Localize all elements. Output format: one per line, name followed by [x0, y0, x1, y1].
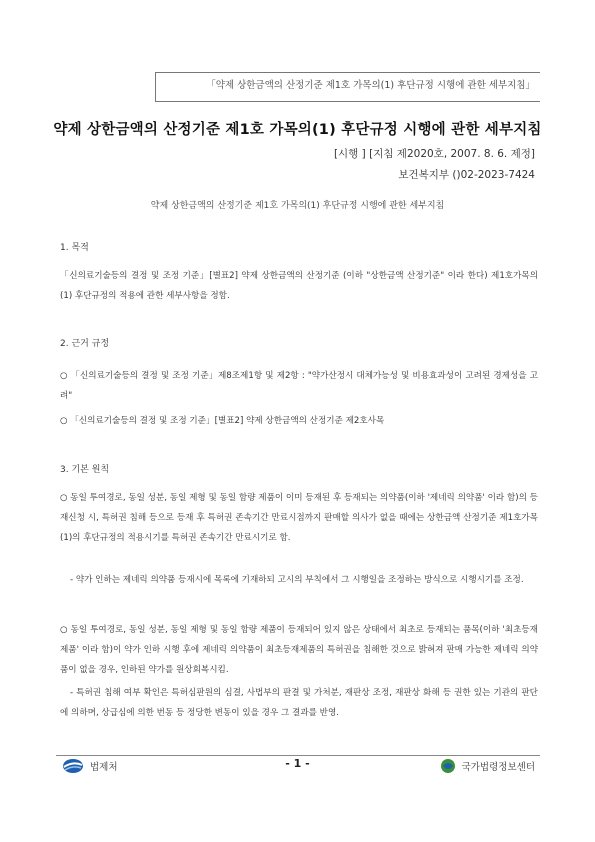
paragraph-principle-1-note: - 약가 인하는 제네릭 의약품 등재시에 목록에 기재하되 고시의 부칙에서 그 시행일을 조정하는 방식으로 시행시기를 조정. — [70, 575, 524, 585]
department-contact: 보건복지부 ()02-2023-7424 — [398, 169, 535, 181]
footer-right — [440, 758, 535, 774]
footer-law-center-label: 국가법령정보센터 — [461, 762, 535, 773]
paragraph-purpose: 「신의료기술등의 결정 및 조정 기준」[별표2] 약제 상한금액의 산정기준 (이하 "상한금액 산정기준" 이라 한다) 제1호가목의(1) 후단규정의 적용에 관한 세부사항을 정함. — [60, 271, 538, 301]
running-title: 「약제 상한금액의 산정기준 제1호 가목의(1) 후단규정 시행에 관한 세부지침」 — [206, 80, 535, 91]
footer-divider — [56, 755, 540, 756]
law-center-logo-icon — [440, 758, 456, 774]
paragraph-basis-1: ○ 「신의료기술등의 결정 및 조정 기준」제8조제1항 및 제2항 : "약가산정시 대체가능성 및 비용효과성이 고려된 경제성을 고려" — [60, 371, 538, 401]
section-heading-principles: 3. 기본 원칙 — [60, 465, 110, 475]
page-number: - 1 - — [285, 757, 310, 770]
paragraph-principle-2: ○ 동일 투여경로, 동일 성분, 동일 제형 및 동일 함량 제품이 등재되어 있지 않은 상태에서 최초로 등재되는 품목(이하 '최초등재제품' 이라 함)이 약가 인하 시행 후에 제네릭 의약품이 최초등재제품의 특허권을 침해한 것으로 밝혀져 판매 가능한 제네릭 의약품이 없을 경우, 인하된 약가를 원상회복시킴. — [60, 625, 538, 675]
document-title: 약제 상한금액의 산정기준 제1호 가목의(1) 후단규정 시행에 관한 세부지침 — [53, 122, 542, 138]
enactment-info: [시행 ] [지침 제2020호, 2007. 8. 6. 제정] — [333, 148, 535, 160]
footer-ministry-label: 법제처 — [90, 762, 118, 773]
section-heading-purpose: 1. 목적 — [60, 243, 89, 253]
document-subtitle: 약제 상한금액의 산정기준 제1호 가목의(1) 후단규정 시행에 관한 세부지침 — [150, 201, 445, 211]
paragraph-basis-2: ○ 「신의료기술등의 결정 및 조정 기준」[별표2] 약제 상한금액의 산정기준 제2호사목 — [60, 416, 385, 426]
paragraph-principle-1: ○ 동일 투여경로, 동일 성분, 동일 제형 및 동일 함량 제품이 이미 등재된 후 등재되는 의약품(이하 '제네릭 의약품' 이라 함)의 등재신청 시, 특허권 침해 등으로 등재 후 특허권 존속기간 만료시점까지 판매할 의사가 없을 때에는 상한금액 산정기준 제1호가목(1)의 후단규정의 적용시기를 특허권 존속기간 만료시기로 함. — [60, 493, 538, 543]
section-heading-basis: 2. 근거 규정 — [60, 339, 110, 349]
paragraph-principle-2-note: - 특허권 침해 여부 확인은 특허심판원의 심결, 사법부의 판결 및 가처분, 재판상 조정, 재판상 화해 등 권한 있는 기관의 판단에 의하며, 상급심에 의한 번동 등 정당한 변동이 있을 경우 그 결과를 반영. — [60, 688, 538, 718]
